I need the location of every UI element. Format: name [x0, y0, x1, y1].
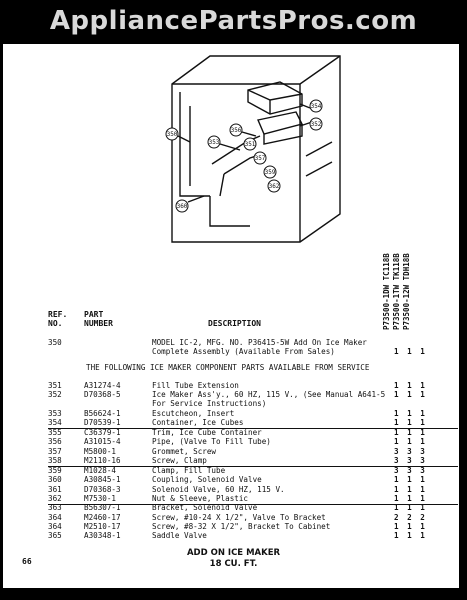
- watermark-text: AppliancePartsPros.com: [49, 6, 418, 36]
- cell-qty: 3 3 3: [394, 447, 427, 456]
- callout-357: [254, 152, 266, 164]
- cell-part: A30845-1: [84, 475, 121, 484]
- svg-text:354: 354: [310, 103, 322, 110]
- callout-351: [244, 138, 256, 150]
- svg-text:350: 350: [166, 131, 178, 138]
- cell-qty: 1 1 1: [394, 390, 427, 399]
- cell-qty: 1 1 1: [394, 522, 427, 531]
- table-row: [48, 531, 458, 541]
- cell-part: M2110-16: [84, 456, 121, 465]
- callout-362: [268, 180, 280, 192]
- cell-qty: 1 1 1: [394, 494, 427, 503]
- model-label: P73500-1DW TC118B: [382, 253, 391, 330]
- cell-desc: Trim, Ice Cube Container: [152, 428, 262, 437]
- cell-qty: 1 1 1: [394, 485, 427, 494]
- cell-desc: Screw, Clamp: [152, 456, 207, 465]
- cell-ref: 361: [48, 485, 62, 494]
- cell-ref: 359: [48, 466, 62, 475]
- cell-part: D70368-5: [84, 390, 121, 399]
- cell-part: M1028-4: [84, 466, 117, 475]
- cell-qty: 1 1 1: [394, 409, 427, 418]
- section-heading: THE FOLLOWING ICE MAKER COMPONENT PARTS AVAILABLE FROM SERVICE: [86, 363, 370, 372]
- cell-ref: 360: [48, 475, 62, 484]
- cell-part: M5800-1: [84, 447, 117, 456]
- cell-part: A30348-1: [84, 531, 121, 540]
- cell-desc: Escutcheon, Insert: [152, 409, 235, 418]
- cell-desc: Clamp, Fill Tube: [152, 466, 226, 475]
- cell-ref: 351: [48, 381, 62, 390]
- callout-354: [310, 100, 322, 112]
- page-number: 66: [22, 557, 32, 566]
- model-label: P73500-1TW TK118B: [392, 253, 401, 330]
- cell-ref: 358: [48, 456, 62, 465]
- model-column-headers: [383, 252, 443, 330]
- cell-part: A31274-4: [84, 381, 121, 390]
- cell-part: D70539-1: [84, 418, 121, 427]
- svg-text:351: 351: [244, 141, 256, 148]
- cell-ref: 357: [48, 447, 62, 456]
- cell-desc: Nut & Sleeve, Plastic: [152, 494, 249, 503]
- svg-text:360: 360: [176, 203, 188, 210]
- cell-ref: 364: [48, 522, 62, 531]
- svg-text:362: 362: [268, 183, 280, 190]
- cell-part: M7530-1: [84, 494, 117, 503]
- callout-352: [310, 118, 322, 130]
- cell-part: B56307-1: [84, 503, 121, 512]
- table-row: [48, 503, 458, 513]
- table-row: [48, 475, 458, 485]
- cell-qty: 1 1 1: [394, 381, 427, 390]
- cell-qty: 1 1 1: [394, 475, 427, 484]
- watermark-bar: [0, 0, 467, 44]
- callout-356: [230, 124, 242, 136]
- header-description: DESCRIPTION: [208, 319, 261, 328]
- cell-qty: 2 2 2: [394, 513, 427, 522]
- cell-desc: Fill Tube Extension: [152, 381, 239, 390]
- cell-desc: For Service Instructions): [152, 399, 267, 408]
- header-part: PART NUMBER: [84, 310, 113, 328]
- svg-text:356: 356: [230, 127, 242, 134]
- cell-ref: 356: [48, 437, 62, 446]
- cell-ref: 363: [48, 503, 62, 512]
- cell-ref: 355: [48, 428, 62, 437]
- footer-subtitle: 18 CU. FT.: [209, 559, 258, 569]
- cell-qty: 1 1 1: [394, 531, 427, 540]
- callout-350: [166, 128, 178, 140]
- cell-part: C36379-1: [84, 428, 121, 437]
- cell-desc: Screw, #8-32 X 1/2", Bracket To Cabinet: [152, 522, 331, 531]
- cell-desc: Solenoid Valve, 60 HZ, 115 V.: [152, 485, 285, 494]
- table-row: 350 MODEL IC-2, MFG. NO. P36415-5W Add On Ice Maker: [48, 338, 367, 347]
- cell-qty: 1 1 1: [394, 418, 427, 427]
- table-row: Complete Assembly (Available From Sales) 1 1 1: [152, 347, 427, 356]
- cell-ref: 362: [48, 494, 62, 503]
- cell-ref: 353: [48, 409, 62, 418]
- cell-part: B56624-1: [84, 409, 121, 418]
- cell-ref: 365: [48, 531, 62, 540]
- cell-desc: Saddle Valve: [152, 531, 207, 540]
- svg-text:352: 352: [310, 121, 322, 128]
- exploded-diagram: [150, 46, 350, 251]
- scan-border-right: [459, 0, 467, 600]
- cell-desc: Bracket, Solenoid Valve: [152, 503, 258, 512]
- cell-qty: 1 1 1: [394, 503, 427, 512]
- table-row: [48, 399, 458, 409]
- svg-text:353: 353: [208, 139, 220, 146]
- cell-part: A31015-4: [84, 437, 121, 446]
- header-ref: REF. NO.: [48, 310, 68, 328]
- cell-desc: Grommet, Screw: [152, 447, 217, 456]
- cell-desc: Ice Maker Ass'y., 60 HZ, 115 V., (See Manual A641-5: [152, 390, 386, 399]
- cell-qty: 1 1 1: [394, 437, 427, 446]
- callout-360: [176, 200, 188, 212]
- cell-qty: 3 3 3: [394, 456, 427, 465]
- cell-ref: 352: [48, 390, 62, 399]
- callout-353: [208, 136, 220, 148]
- table-row: [48, 437, 458, 447]
- svg-text:359: 359: [264, 169, 276, 176]
- scan-border-bottom: [0, 588, 467, 600]
- cell-qty: 1 1 1: [394, 428, 427, 437]
- cell-ref: 364: [48, 513, 62, 522]
- cell-ref: 354: [48, 418, 62, 427]
- cell-part: M2460-17: [84, 513, 121, 522]
- callout-359: [264, 166, 276, 178]
- cell-desc: Pipe, (Valve To Fill Tube): [152, 437, 271, 446]
- scan-border-left: [0, 0, 3, 600]
- footer-title: ADD ON ICE MAKER: [186, 548, 281, 558]
- cell-part: D70368-3: [84, 485, 121, 494]
- cell-desc: Container, Ice Cubes: [152, 418, 244, 427]
- svg-text:357: 357: [254, 155, 266, 162]
- cell-qty: 3 3 3: [394, 466, 427, 475]
- cell-desc: Screw, #10-24 X 1/2", Valve To Bracket: [152, 513, 326, 522]
- cell-desc: Coupling, Solenoid Valve: [152, 475, 262, 484]
- cell-part: M2510-17: [84, 522, 121, 531]
- model-label: P73500-12W TDH18B: [402, 253, 411, 330]
